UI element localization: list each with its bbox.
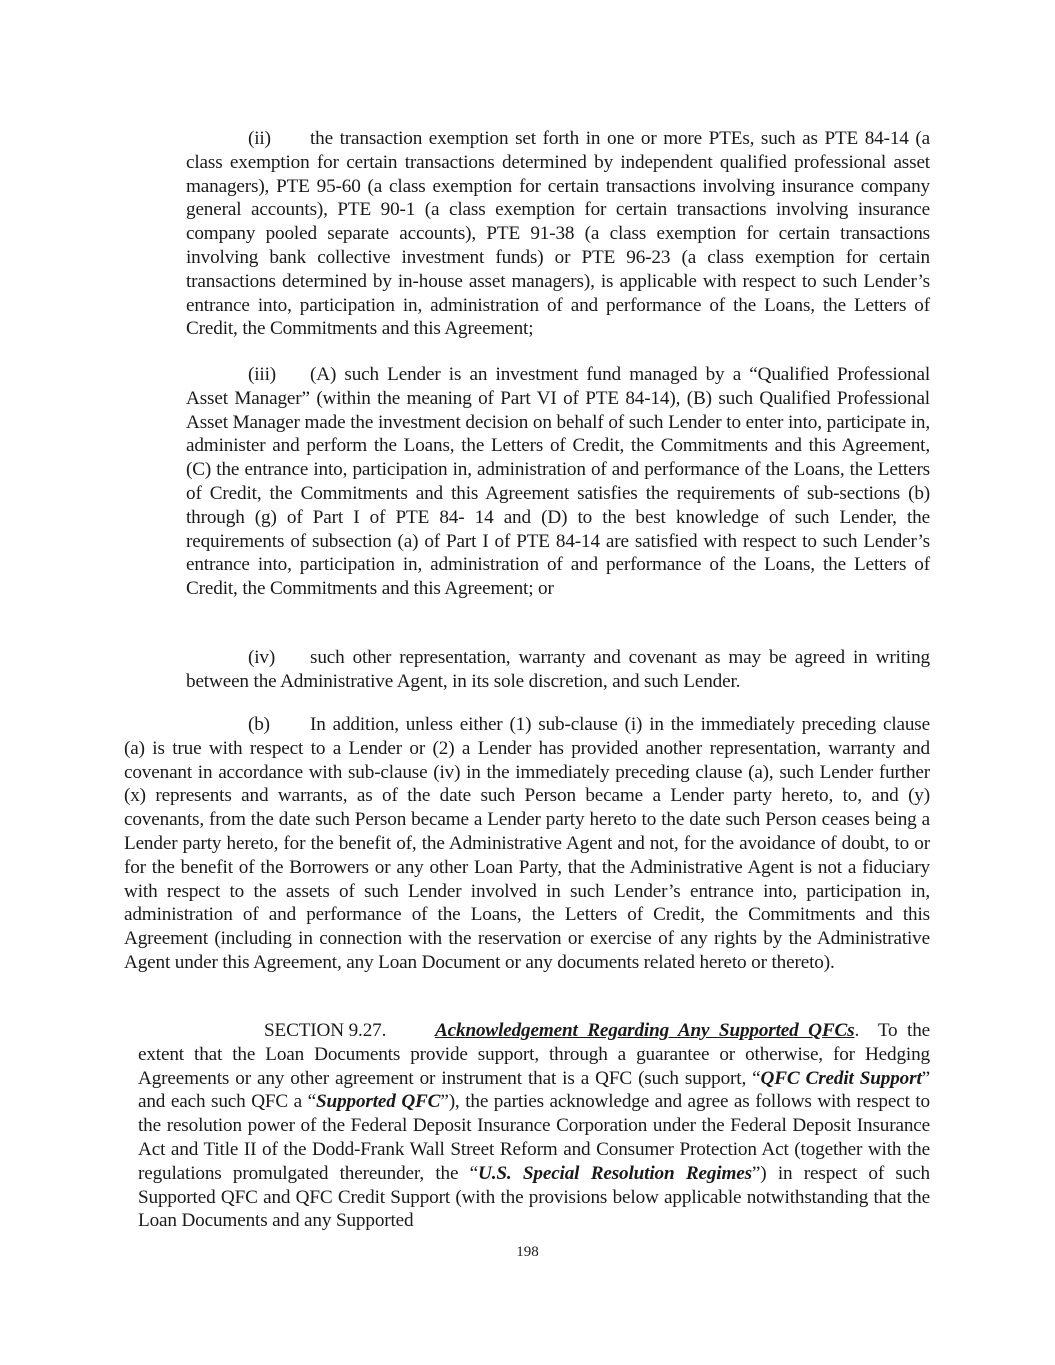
section-text-2: ” and each such QFC a “ [138, 1067, 930, 1113]
section-heading: Acknowledgement Regarding Any Supported QFCs [435, 1020, 855, 1041]
clause-b [124, 713, 930, 975]
sub-clause-iii [186, 363, 930, 601]
defined-term-supported-qfc: Supported QFC [316, 1091, 441, 1113]
defined-term-qfc-credit-support: QFC Credit Support [760, 1067, 922, 1089]
sub-clause-iv [186, 646, 930, 694]
sub-clause-iv-text: such other representation, warranty and covenant as may be agreed in writing between the Administrative Agent, in its sole discretion, and such Lender. [186, 647, 930, 692]
section-number: SECTION 9.27. [264, 1020, 387, 1041]
sub-clause-ii-text: the transaction exemption set forth in one or more PTEs, such as PTE 84-14 (a class exemption for certain transactions determined by independent qualified professional asset managers), PTE 95-60 (a class exemption for certain transactions involving insurance company general accounts), PTE 90-1 (a class exemption for certain transactions involving insurance company pooled separate accounts), PTE 91-38 (a class exemption for certain transactions involving bank collective investment funds) or PTE 96-23 (a class exemption for certain transactions determined by in-house asset managers), is applicable with respect to such Lender’s entrance into, participation in, administration of and performance of the Loans, the Letters of Credit, the Commitments and this Agreement; [186, 128, 930, 340]
clause-b-label: (b) [248, 714, 270, 735]
sub-clause-iii-label: (iii) [248, 364, 277, 385]
sub-clause-iv-label: (iv) [248, 647, 276, 668]
page-number: 198 [516, 1244, 539, 1260]
section-heading-period: . [854, 1020, 860, 1041]
section-text-1: To the extent that the Loan Documents provide support, through a guarantee or otherwise, for Hedging Agreements or any other agreement or instrument that is a QFC (such support, “ [138, 1020, 931, 1089]
sub-clause-iii-text: (A) such Lender is an investment fund managed by a “Qualified Professional Asset Manager” (within the meaning of Part VI of PTE 84-14), (B) such Qualified Professional Asset Manager made the investment decision on behalf of such Lender to enter into, participate in, administer and perform the Loans, the Letters of Credit, the Commitments and this Agreement, (C) the entrance into, participation in, administration of and performance of the Loans, the Letters of Credit, the Commitments and this Agreement satisfies the requirements of sub-sections (b) through (g) of Part I of PTE 84- 14 and (D) to the best knowledge of such Lender, the requirements of subsection (a) of Part I of PTE 84-14 are satisfied with respect to such Lender’s entrance into, participation in, administration of and performance of the Loans, the Letters of Credit, the Commitments and this Agreement; or [186, 364, 930, 600]
section-text-3: ”), the parties acknowledge and agree as follows with respect to the resolution power of the Federal Deposit Insurance Corporation under the Federal Deposit Insurance Act and Title II of the Dodd-Frank Wall Street Reform and Consumer Protection Act (together with the regulations promulgated thereunder, the “ [138, 1091, 930, 1184]
sub-clause-ii [186, 127, 930, 341]
section-9-27 [138, 1019, 930, 1233]
section-text-4: ”) in respect of such Supported QFC and QFC Credit Support (with the provisions below applicable notwithstanding that the Loan Documents and any Supported [138, 1162, 930, 1232]
clause-b-text: In addition, unless either (1) sub-clause (i) in the immediately preceding clause (a) is true with respect to a Lender or (2) a Lender has provided another representation, warranty and covenant in accordance with sub-clause (iv) in the immediately preceding clause (a), such Lender further (x) represents and warrants, as of the date such Person became a Lender party hereto, to, and (y) covenants, from the date such Person became a Lender party hereto to the date such Person ceases being a Lender party hereto, for the benefit of, the Administrative Agent and not, for the avoidance of doubt, to or for the benefit of the Borrowers or any other Loan Party, that the Administrative Agent is not a fiduciary with respect to the assets of such Lender involved in such Lender’s entrance into, participation in, administration of and performance of the Loans, the Letters of Credit, the Commitments and this Agreement (including in connection with the reservation or exercise of any rights by the Administrative Agent under this Agreement, any Loan Document or any documents related hereto or thereto). [124, 714, 930, 973]
sub-clause-ii-label: (ii) [248, 128, 271, 149]
defined-term-us-special-resolution-regimes: U.S. Special Resolution Regimes [478, 1162, 752, 1184]
